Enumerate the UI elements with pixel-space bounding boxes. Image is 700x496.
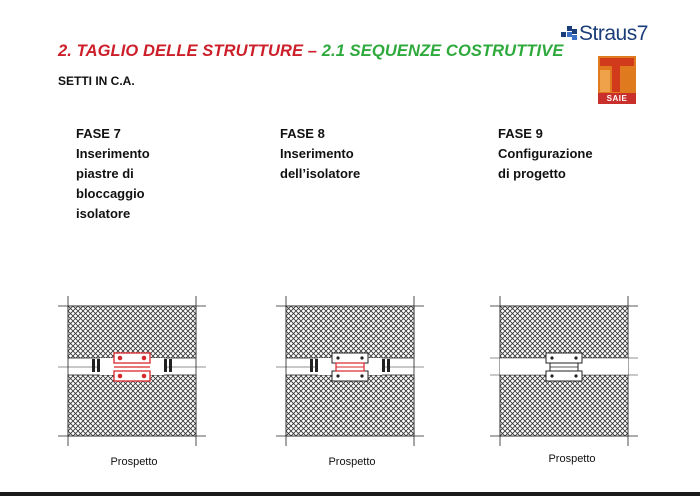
slide-title bbox=[58, 42, 563, 61]
upper-wall-hatch bbox=[286, 306, 414, 358]
phase-8-description: Inserimento dell’isolatore bbox=[280, 146, 361, 181]
slide-subtitle: SETTI IN C.A. bbox=[58, 74, 135, 88]
saie-label: SAIE bbox=[598, 93, 636, 104]
phase-9-title: FASE 9 bbox=[498, 126, 543, 141]
saie-emblem-icon bbox=[598, 56, 636, 94]
straus7-squares-icon bbox=[561, 26, 577, 42]
phase-7-elevation-drawing bbox=[58, 296, 206, 446]
blocking-plates bbox=[114, 353, 150, 381]
isolator-with-plates bbox=[332, 353, 368, 381]
phase-9-text bbox=[498, 124, 593, 184]
upper-wall-hatch bbox=[500, 306, 628, 358]
saie-logo bbox=[598, 56, 636, 104]
lower-wall-hatch bbox=[500, 375, 628, 436]
phase-7-title: FASE 7 bbox=[76, 126, 121, 141]
upper-wall-hatch bbox=[68, 306, 196, 358]
final-isolator bbox=[546, 353, 582, 381]
phase-9-elevation-drawing bbox=[490, 296, 638, 446]
lower-wall-hatch bbox=[286, 375, 414, 436]
phase-7-caption: Prospetto bbox=[110, 456, 158, 468]
phase-8-caption: Prospetto bbox=[328, 456, 376, 468]
bottom-rule bbox=[0, 492, 700, 496]
phase-7-text bbox=[76, 124, 150, 224]
phase-8-text bbox=[280, 124, 360, 184]
phase-9-caption: Prospetto bbox=[548, 453, 596, 465]
title-dash: – bbox=[307, 42, 322, 60]
lower-wall-hatch bbox=[68, 375, 196, 436]
title-subsection: 2.1 SEQUENZE COSTRUTTIVE bbox=[321, 42, 564, 60]
title-section: 2. TAGLIO DELLE STRUTTURE bbox=[58, 42, 308, 60]
phase-8-title: FASE 8 bbox=[280, 126, 325, 141]
straus7-wordmark: Straus7 bbox=[579, 22, 648, 45]
phase-9-description: Configurazione di progetto bbox=[498, 146, 593, 181]
straus7-logo bbox=[561, 22, 661, 50]
phase-8-elevation-drawing bbox=[276, 296, 424, 446]
phase-7-description: Inserimento piastre di bloccaggio isolatore bbox=[76, 146, 150, 221]
